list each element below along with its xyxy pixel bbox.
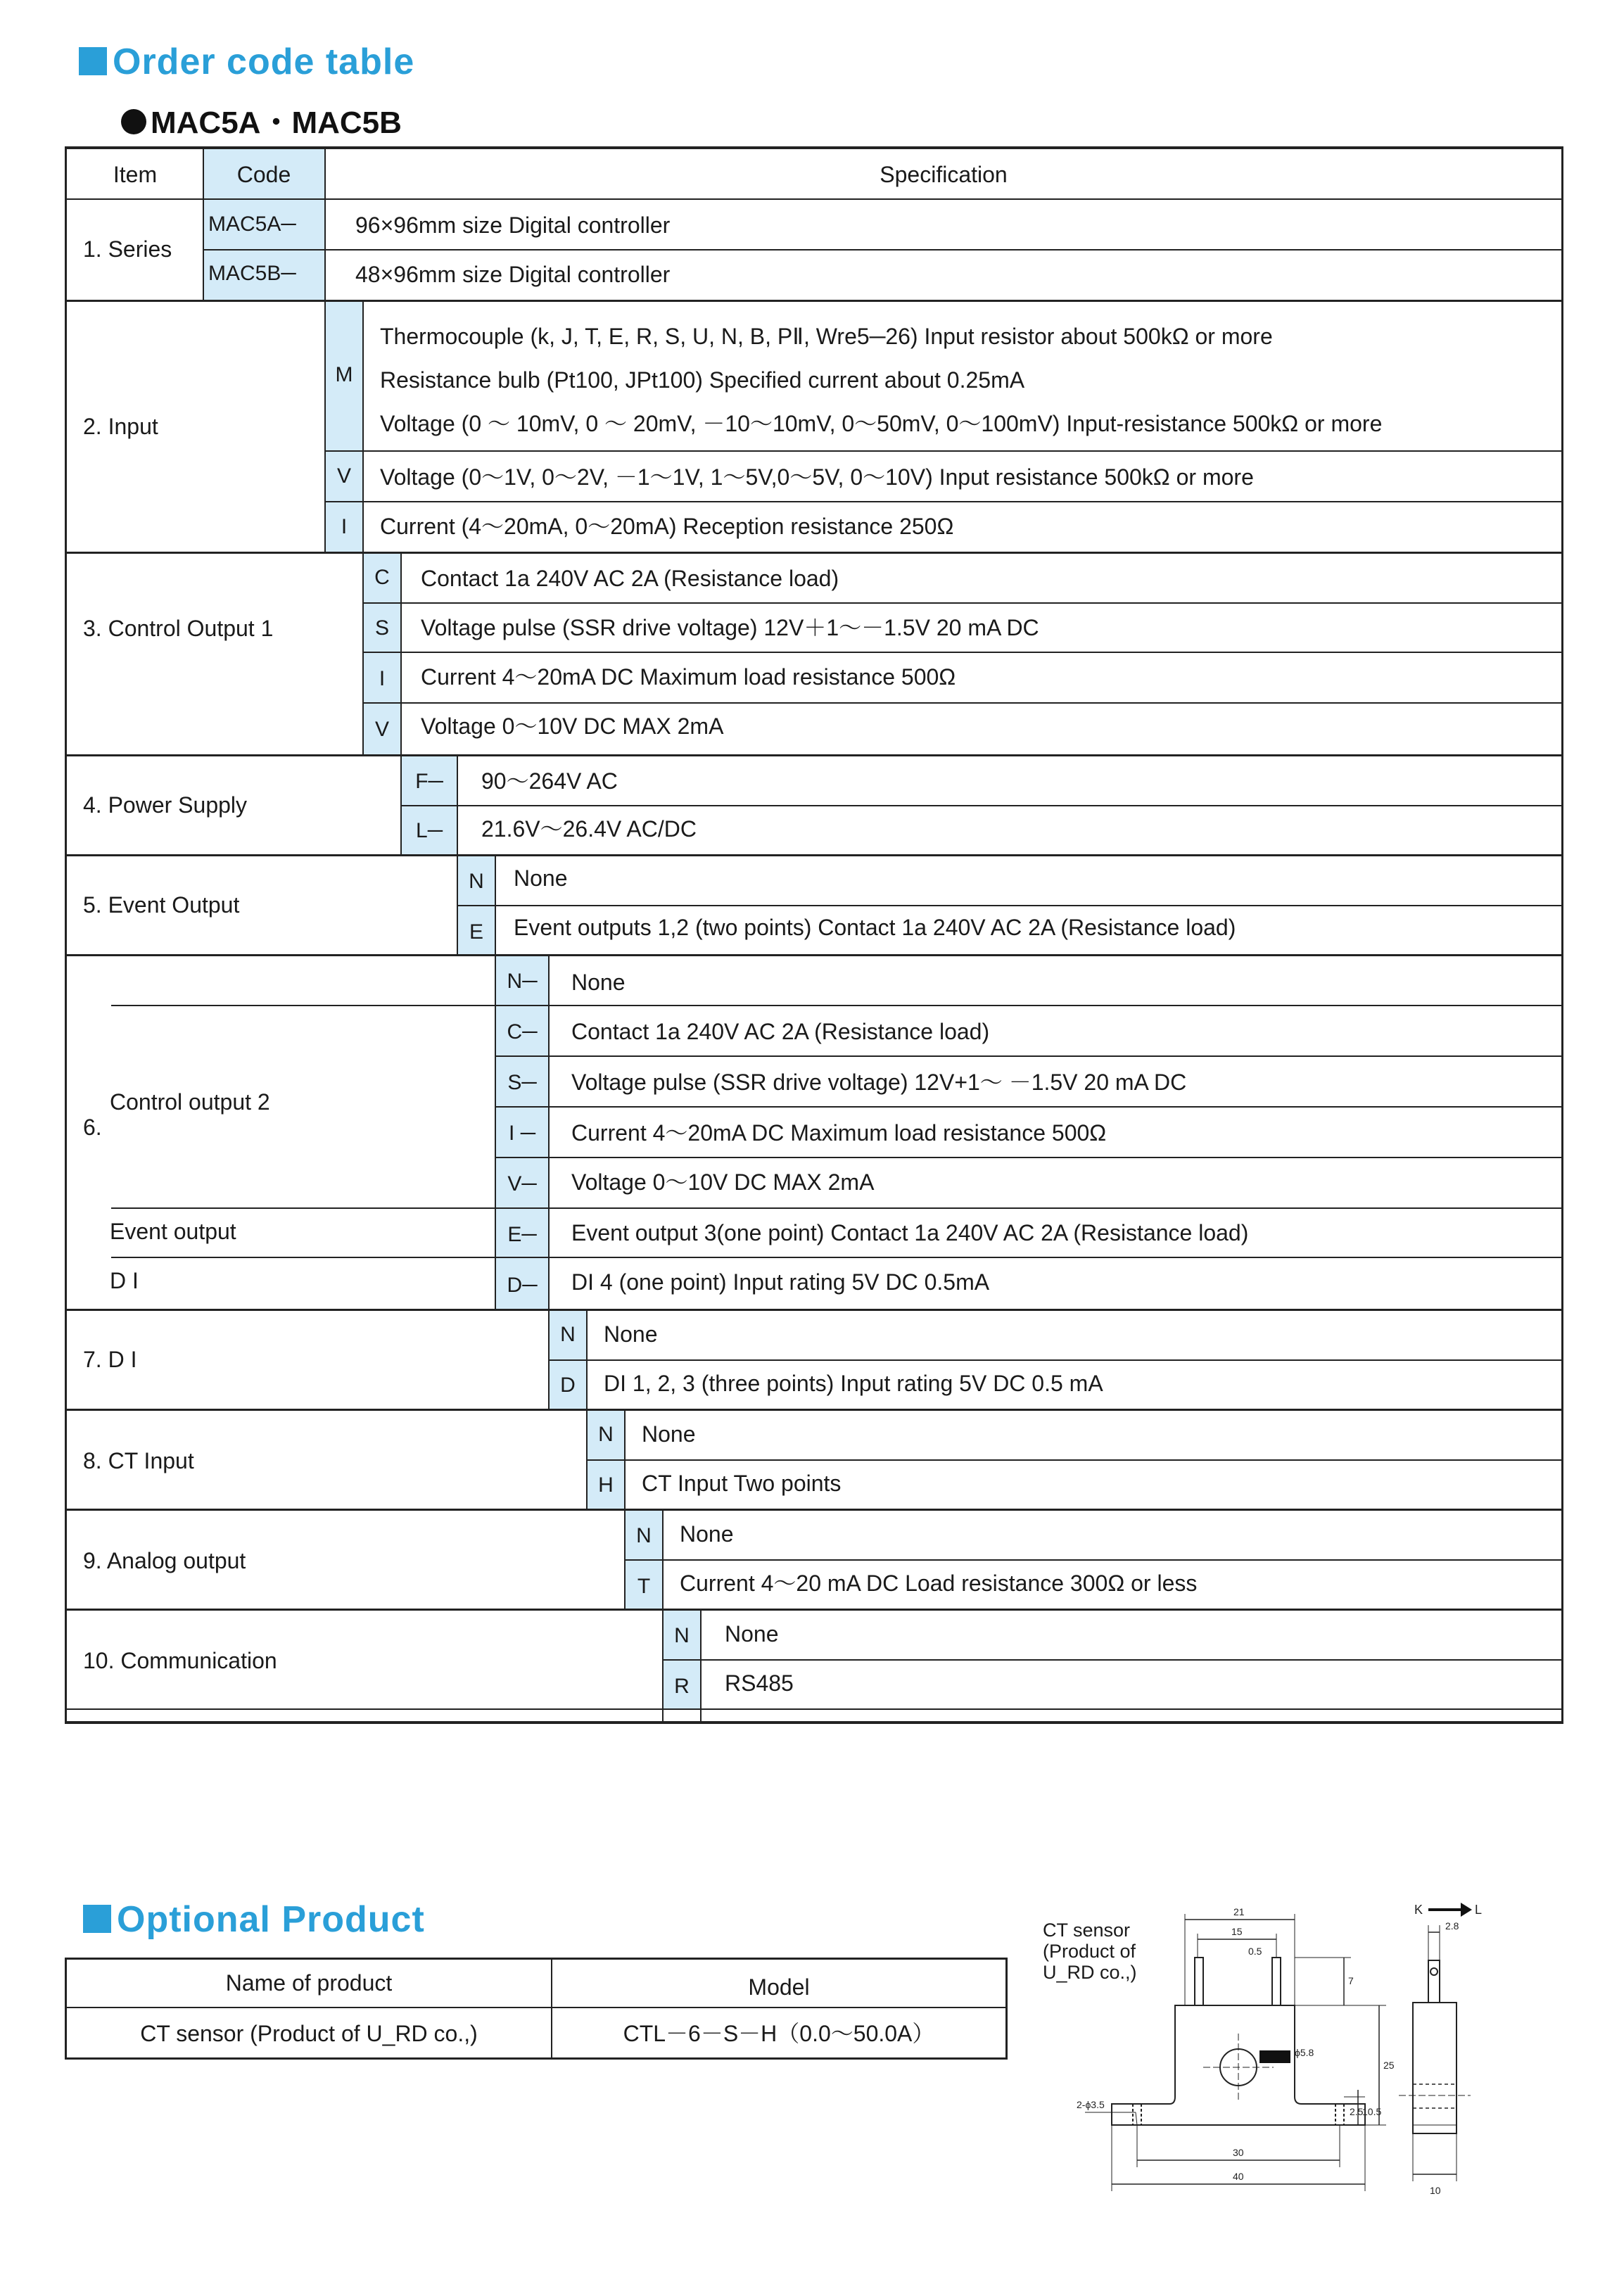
item-analog-output: 9. Analog output: [83, 1548, 246, 1573]
spec-6-current: Current 4～20mA DC Maximum load resistance 500Ω: [571, 1120, 1107, 1146]
code-input-v: V: [336, 464, 351, 488]
spec-analog-none: None: [680, 1521, 734, 1547]
spec-6-voltage-pulse: Voltage pulse (SSR drive voltage) 12V+1～ －1.5V 20 mA DC: [571, 1070, 1187, 1095]
spec-co1-current: Current 4～20mA DC Maximum load resistance 500Ω: [421, 664, 956, 690]
code-ct-n: N: [598, 1423, 614, 1446]
spec-6-event-output-3: Event output 3(one point) Contact 1a 240V AC 2A (Resistance load): [571, 1220, 1249, 1245]
code-co1-s: S: [374, 616, 389, 640]
dim-10: 10: [1430, 2185, 1441, 2196]
spec-input-voltage-v: Voltage (0～1V, 0～2V, －1～1V, 1～5V,0～5V, 0～10V) Input resistance 500kΩ or more: [380, 464, 1254, 490]
spec-6-voltage: Voltage 0～10V DC MAX 2mA: [571, 1169, 875, 1195]
header-code: Code: [236, 162, 291, 187]
spec-di-three-points: DI 1, 2, 3 (three points) Input rating 5V DC 0.5 mA: [604, 1371, 1103, 1396]
code-6-n: N─: [507, 970, 538, 993]
code-mac5a: MAC5A─: [208, 213, 296, 236]
model-subtitle: MAC5A・MAC5B: [121, 97, 402, 142]
item-di: 7. D I: [83, 1347, 137, 1372]
spec-ct-two-points: CT Input Two points: [642, 1471, 842, 1496]
sub-item-control-output-2: Control output 2: [110, 1089, 270, 1115]
spec-input-resistance-bulb: Resistance bulb (Pt100, JPt100) Specified current about 0.25mA: [380, 367, 1025, 393]
code-6-v: V─: [507, 1172, 537, 1195]
ct-sensor-diagram: [1013, 1893, 1604, 2216]
dim-15: 15: [1231, 1926, 1243, 1937]
spec-input-thermocouple: Thermocouple (k, J, T, E, R, S, U, N, B, PⅡ, Wre5─26) Input resistor about 500kΩ or more: [380, 324, 1273, 349]
code-di-n: N: [560, 1323, 576, 1346]
product-model-ctl: CTL－6－S－H（0.0～50.0A）: [623, 2021, 935, 2046]
item-power-supply: 4. Power Supply: [83, 792, 248, 818]
spec-mac5b: 48×96mm size Digital controller: [355, 262, 671, 287]
order-code-heading: Order code table: [79, 41, 414, 83]
item-communication: 10. Communication: [83, 1648, 277, 1673]
sub-item-di: D I: [110, 1268, 139, 1293]
item-6: 6.: [83, 1115, 102, 1140]
dim-40: 40: [1233, 2171, 1244, 2182]
code-6-i: I ─: [509, 1122, 535, 1145]
table-right-border: [1561, 146, 1563, 1724]
item-event-output: 5. Event Output: [83, 892, 240, 918]
item-series: 1. Series: [83, 236, 172, 262]
spec-input-current: Current (4～20mA, 0～20mA) Reception resistance 250Ω: [380, 514, 954, 539]
code-analog-n: N: [636, 1524, 652, 1547]
spec-event-outputs: Event outputs 1,2 (two points) Contact 1a 240V AC 2A (Resistance load): [514, 915, 1236, 940]
spec-power-ac: 90～264V AC: [481, 768, 618, 794]
code-ct-h: H: [598, 1473, 614, 1497]
spec-co1-contact: Contact 1a 240V AC 2A (Resistance load): [421, 566, 839, 591]
code-comm-n: N: [674, 1624, 690, 1647]
code-input-m: M: [335, 363, 353, 386]
spec-event-none: None: [514, 865, 568, 891]
item-control-output-1: 3. Control Output 1: [83, 616, 274, 641]
spec-analog-current: Current 4～20 mA DC Load resistance 300Ω or less: [680, 1571, 1198, 1596]
diagram-caption: CT sensor (Product of U_RD co.,): [1043, 1920, 1137, 1983]
dim-21: 21: [1233, 1906, 1245, 1917]
spec-co1-voltage: Voltage 0～10V DC MAX 2mA: [421, 713, 724, 739]
direction-arrow-icon: [1428, 1903, 1472, 1917]
code-input-i: I: [341, 515, 348, 538]
dim-2-8: 2.8: [1445, 1920, 1459, 1932]
product-name-ct-sensor: CT sensor (Product of U_RD co.,): [140, 2021, 478, 2046]
dim-7: 7: [1348, 1975, 1354, 1986]
dim-0-5: 0.5: [1248, 1946, 1262, 1957]
code-power-f: F─: [415, 770, 443, 793]
spec-mac5a: 96×96mm size Digital controller: [355, 213, 671, 238]
spec-6-none: None: [571, 970, 626, 995]
header-specification: Specification: [880, 162, 1008, 187]
dim-30: 30: [1233, 2147, 1244, 2158]
dim-2-5: 2.5: [1350, 2106, 1364, 2117]
item-ct-input: 8. CT Input: [83, 1448, 194, 1473]
ct-clip-mark: [1259, 2050, 1290, 2063]
header-model: Model: [748, 1974, 810, 2000]
code-mac5b: MAC5B─: [208, 262, 296, 285]
dim-phi-5-8: ϕ5.8: [1295, 2047, 1314, 2058]
code-di-d: D: [560, 1374, 576, 1397]
code-event-e: E: [469, 920, 483, 944]
spec-6-di4: DI 4 (one point) Input rating 5V DC 0.5mA: [571, 1269, 990, 1295]
optional-product-heading: Optional Product: [83, 1898, 425, 1941]
spec-comm-none: None: [725, 1621, 779, 1647]
code-6-c: C─: [507, 1020, 538, 1044]
code-6-d: D─: [507, 1274, 538, 1297]
label-k: K: [1414, 1903, 1423, 1917]
code-analog-t: T: [637, 1575, 651, 1598]
code-6-e: E─: [507, 1223, 537, 1246]
code-6-s: S─: [507, 1071, 537, 1094]
sub-item-event-output: Event output: [110, 1219, 236, 1244]
code-comm-r: R: [674, 1675, 690, 1698]
label-l: L: [1475, 1903, 1483, 1917]
item-input: 2. Input: [83, 414, 158, 439]
spec-comm-rs485: RS485: [725, 1670, 794, 1696]
code-event-n: N: [469, 870, 484, 893]
spec-power-acdc: 21.6V～26.4V AC/DC: [481, 816, 697, 842]
code-co1-v: V: [374, 718, 389, 741]
spec-input-voltage-mv: Voltage (0 ～ 10mV, 0 ～ 20mV, －10～10mV, 0～50mV, 0～100mV) Input-resistance 500kΩ or more: [380, 411, 1383, 436]
spec-6-contact: Contact 1a 240V AC 2A (Resistance load): [571, 1019, 990, 1044]
spec-co1-voltage-pulse: Voltage pulse (SSR drive voltage) 12V＋1～－1.5V 20 mA DC: [421, 615, 1039, 640]
code-co1-i: I: [379, 667, 386, 690]
code-co1-c: C: [374, 566, 390, 589]
spec-di-none: None: [604, 1321, 658, 1347]
code-power-l: L─: [416, 819, 443, 842]
dim-2-phi-3-5: 2-ϕ3.5: [1077, 2099, 1105, 2110]
dim-10-5: 10.5: [1362, 2106, 1382, 2117]
header-name-of-product: Name of product: [225, 1970, 393, 1996]
header-item: Item: [113, 162, 158, 187]
dim-25: 25: [1383, 2060, 1395, 2071]
spec-ct-none: None: [642, 1421, 696, 1447]
ct-sensor-drawing: [1013, 1893, 1604, 2216]
